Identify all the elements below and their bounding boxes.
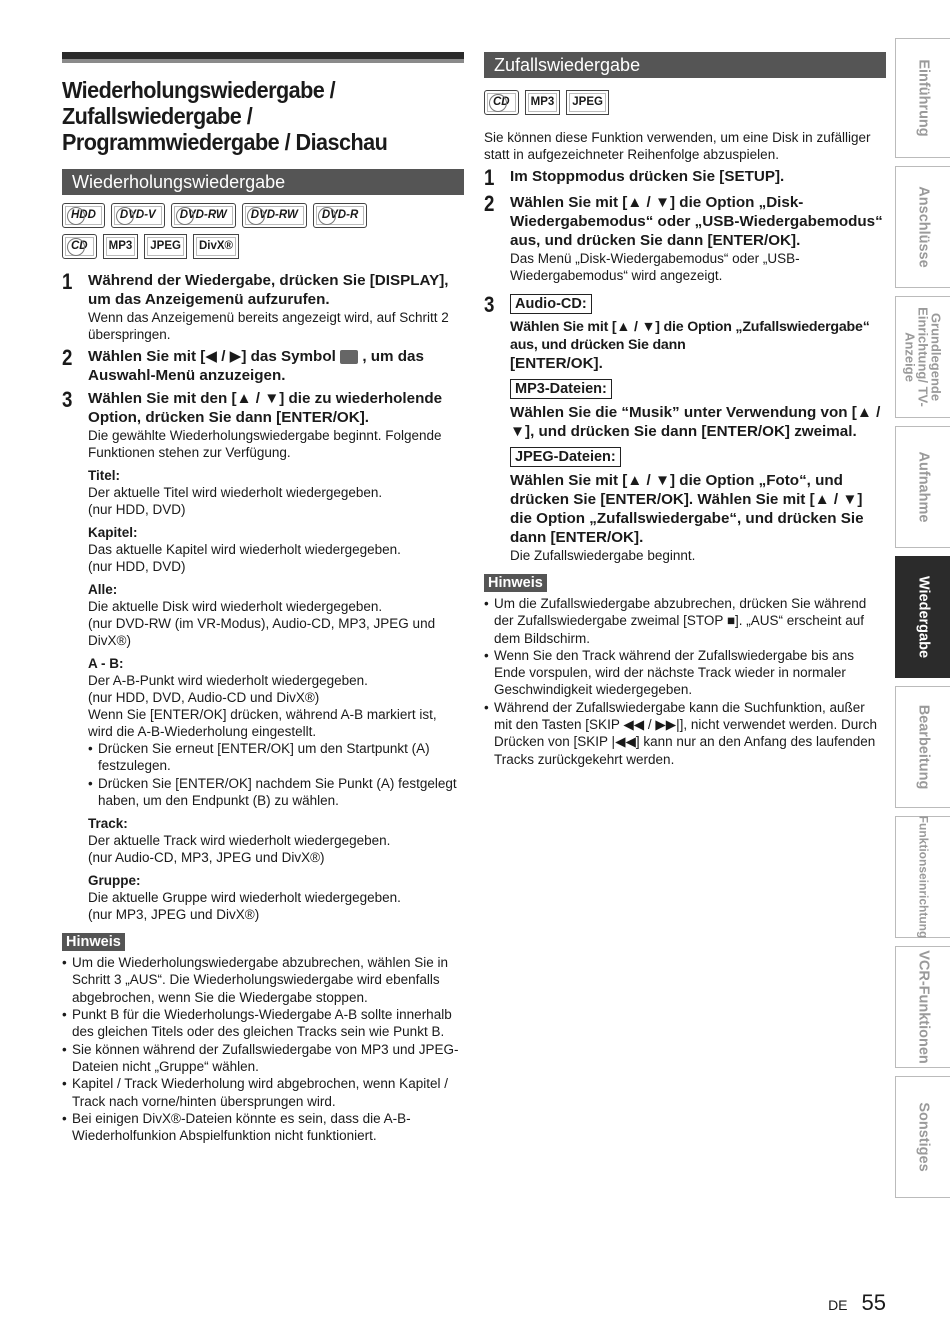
step-number: 1 <box>484 165 495 190</box>
step-number: 1 <box>62 269 73 294</box>
tab-label: Aufnahme <box>915 451 932 523</box>
step-3 <box>484 288 886 564</box>
audio-cd-label: Audio-CD: <box>510 294 592 314</box>
hint-label: Hinweis <box>484 574 547 592</box>
tab-label: Wiedergabe <box>915 575 932 659</box>
divx-badge: DivX® <box>193 234 239 259</box>
mp3-badge: MP3 <box>525 90 561 115</box>
list-item: • Um die Wiederholungswiedergabe abzubrechen, wählen Sie in Schritt 3 „AUS“. Die Wiederholungswiedergabe wird ebenfalls abgebrochen, wenn Sie die Wiedergabe stoppen. <box>72 954 464 1006</box>
step-1 <box>484 167 886 189</box>
step-note: Wenn das Anzeigemenü bereits angezeigt wird, auf Schritt 2 überspringen. <box>88 310 449 342</box>
jpeg-badge: JPEG <box>566 90 609 115</box>
step-instruction-end: [ENTER/OK]. <box>510 355 603 372</box>
step-2 <box>484 193 886 284</box>
option-note: (nur Audio-CD, MP3, JPEG und DivX®) <box>88 850 325 866</box>
option-note: (nur HDD, DVD) <box>88 502 186 517</box>
option-term: A - B: <box>88 656 124 671</box>
language-code: DE <box>828 1297 848 1313</box>
step-number: 2 <box>62 345 73 370</box>
step-1 <box>62 271 464 343</box>
mp3-files-label: MP3-Dateien: <box>510 379 612 399</box>
list-item: • Um die Zufallswiedergabe abzubrechen, drücken Sie während der Zufallswiedergabe zweimal [STOP ■]. „AUS“ erscheint auf dem Bildschirm. <box>494 595 886 647</box>
title-line: Wiederholungswiedergabe / <box>62 77 336 103</box>
right-column <box>484 52 886 768</box>
dvd-v-badge: DVD-V <box>111 203 165 228</box>
media-badges-row2 <box>62 234 464 259</box>
list-item: • Während der Zufallswiedergabe kann die Suchfunktion, außer mit den Tasten [SKIP ◀◀ / ▶▶|], nicht verwendet werden. Durch Drücken von [SKIP |◀◀] kann nur an den Anfang des laufenden Tracks zurückgekehrt werden. <box>494 699 886 768</box>
option-text: Wenn Sie [ENTER/OK] drücken, während A-B markiert ist, wird die A-B-Wiederholung eingestellt. <box>88 707 437 739</box>
mp3-badge: MP3 <box>103 234 139 259</box>
option-note: (nur MP3, JPEG und DivX®) <box>88 907 260 923</box>
tab-grundlegende-einrichtung[interactable] <box>895 296 950 418</box>
hint-list <box>62 954 464 1144</box>
hdd-badge: HDD <box>62 203 105 228</box>
dvd-rw-video-badge: DVD-RW <box>171 203 236 228</box>
tab-wiedergabe[interactable] <box>895 556 950 678</box>
page-number: 55 <box>861 1290 886 1315</box>
option-term: Titel: <box>88 468 121 483</box>
option-note: (nur HDD, DVD) <box>88 559 186 574</box>
list-item: • Sie können während der Zufallswiedergabe von MP3 und JPEG-Dateien nicht „Gruppe“ wählen. <box>72 1041 464 1076</box>
option-note: (nur HDD, DVD, Audio-CD und DivX®) <box>88 690 320 705</box>
tab-bearbeitung[interactable] <box>895 686 950 808</box>
option-desc: Der aktuelle Track wird wiederholt wiedergegeben. <box>88 833 391 849</box>
list-item: • Wenn Sie den Track während der Zufallswiedergabe bis ans Ende vorspulen, wird der nächste Track wieder in normaler Geschwindigkeit wiedergegeben. <box>494 647 886 699</box>
tab-label: Einführung <box>915 59 932 137</box>
step-number: 3 <box>484 292 495 317</box>
hint-list <box>484 595 886 768</box>
list-item: • Punkt B für die Wiederholungs-Wiedergabe A-B sollte innerhalb des gleichen Titels oder des gleichen Tracks sein wie Punkt B. <box>72 1006 464 1041</box>
tab-vcr-funktionen[interactable] <box>895 946 950 1068</box>
tab-anschluesse[interactable] <box>895 166 950 288</box>
tab-einfuehrung[interactable] <box>895 38 950 158</box>
tab-label: Anschlüsse <box>915 186 932 268</box>
step-number: 2 <box>484 191 495 216</box>
header-rule <box>62 52 464 63</box>
chapter-tabs <box>895 38 950 1206</box>
cd-badge: CD <box>484 90 519 115</box>
option-term: Gruppe: <box>88 873 141 889</box>
tab-aufnahme[interactable] <box>895 426 950 548</box>
media-badges-row1 <box>62 203 464 228</box>
step-number: 3 <box>62 387 73 412</box>
step-instruction: Wählen Sie mit den [▲ / ▼] die zu wiederholende Option, drücken Sie dann [ENTER/OK]. <box>88 390 443 426</box>
option-note: (nur DVD-RW (im VR-Modus), Audio-CD, MP3, JPEG und DivX®) <box>88 616 436 648</box>
step-instruction: Während der Wiedergabe, drücken Sie [DISPLAY], um das Anzeigemenü aufzurufen. <box>88 272 449 308</box>
step-3 <box>62 389 464 461</box>
repeat-options <box>88 467 464 923</box>
list-item: • Drücken Sie [ENTER/OK] nachdem Sie Punkt (A) festgelegt haben, um den Endpunkt (B) zu wählen. <box>98 775 464 810</box>
step-instruction: Wählen Sie mit [▲ / ▼] die Option „Foto“, und drücken Sie [ENTER/OK]. Wählen Sie mit [▲ / ▼] die Option „Zufallswiedergabe“, und drücken Sie dann [ENTER/OK]. <box>510 472 864 546</box>
list-item: • Bei einigen DivX®-Dateien könnte es sein, dass die A-B-Wiederholfunkion Abspielfunktion nicht funktioniert. <box>72 1110 464 1145</box>
step-instruction: Wählen Sie mit [▲ / ▼] die Option „Disk-Wiedergabemodus“ oder „USB-Wiedergabemodus“ aus, und drücken Sie dann [ENTER/OK]. <box>510 194 883 249</box>
title-line: Programmwiedergabe / Diaschau <box>62 129 388 155</box>
dvd-rw-vr-badge: DVD-RW <box>242 203 307 228</box>
page-title <box>62 77 432 155</box>
tab-funktionseinrichtung[interactable] <box>895 816 950 938</box>
option-desc: Das aktuelle Kapitel wird wiederholt wiedergegeben. <box>88 542 401 557</box>
list-item: • Kapitel / Track Wiederholung wird abgebrochen, wenn Kapitel / Track nach vorne/hinten übersprungen wird. <box>72 1075 464 1110</box>
title-line: Zufallswiedergabe / <box>62 103 253 129</box>
option-term: Kapitel: <box>88 525 138 540</box>
dvd-r-badge: DVD-R <box>313 203 367 228</box>
tab-label: Bearbeitung <box>915 704 932 790</box>
list-item: • Drücken Sie erneut [ENTER/OK] um den Startpunkt (A) festzulegen. <box>98 740 464 775</box>
step-2 <box>62 347 464 385</box>
step-instruction: Im Stoppmodus drücken Sie [SETUP]. <box>510 168 785 185</box>
left-column <box>62 52 464 1144</box>
jpeg-files-label: JPEG-Dateien: <box>510 447 621 467</box>
tab-label: VCR-Funktionen <box>915 950 932 1064</box>
step-instruction: Wählen Sie mit [▲ / ▼] die Option „Zufallswiedergabe“ aus, und drücken Sie dann <box>510 319 870 353</box>
option-term: Alle: <box>88 582 118 597</box>
step-note: Die Zufallswiedergabe beginnt. <box>510 548 696 563</box>
tab-label: Funktionseinrichtung <box>916 815 931 939</box>
tab-label: Sonstiges <box>915 1102 932 1172</box>
media-badges-random <box>484 90 886 115</box>
cd-badge: CD <box>62 234 97 259</box>
option-desc: Der A-B-Punkt wird wiederholt wiedergegeben. <box>88 673 368 688</box>
step-note: Das Menü „Disk-Wiedergabemodus“ oder „USB-Wiedergabemodus“ wird angezeigt. <box>510 251 800 283</box>
intro-text: Sie können diese Funktion verwenden, um eine Disk in zufälliger statt in aufgezeichneter Reihenfolge abzuspielen. <box>484 130 871 162</box>
option-term: Track: <box>88 816 128 832</box>
jpeg-badge: JPEG <box>144 234 187 259</box>
page-footer <box>828 1290 886 1316</box>
hint-label: Hinweis <box>62 933 125 951</box>
step-instruction: Wählen Sie die “Musik” unter Verwendung von [▲ / ▼], und drücken Sie dann [ENTER/OK] zweimal. <box>510 404 881 440</box>
tab-label: Grundlegende Einrichtung/ TV-Anzeige <box>902 307 944 407</box>
option-desc: Die aktuelle Gruppe wird wiederholt wiedergegeben. <box>88 890 401 906</box>
step-instruction: Wählen Sie mit [◀ / ▶] das Symbol <box>88 348 336 365</box>
option-desc: Der aktuelle Titel wird wiederholt wiedergegeben. <box>88 485 383 500</box>
option-desc: Die aktuelle Disk wird wiederholt wiedergegeben. <box>88 599 383 614</box>
tab-sonstiges[interactable] <box>895 1076 950 1198</box>
step-note: Die gewählte Wiederholungswiedergabe beginnt. Folgende Funktionen stehen zur Verfügung. <box>88 428 442 460</box>
repeat-symbol-icon <box>340 350 358 364</box>
step-instruction-end: , um das Auswahl-Menü anzuzeigen. <box>88 348 424 384</box>
section-heading-random: Zufallswiedergabe <box>484 52 886 78</box>
section-heading-repeat: Wiederholungswiedergabe <box>62 169 464 195</box>
